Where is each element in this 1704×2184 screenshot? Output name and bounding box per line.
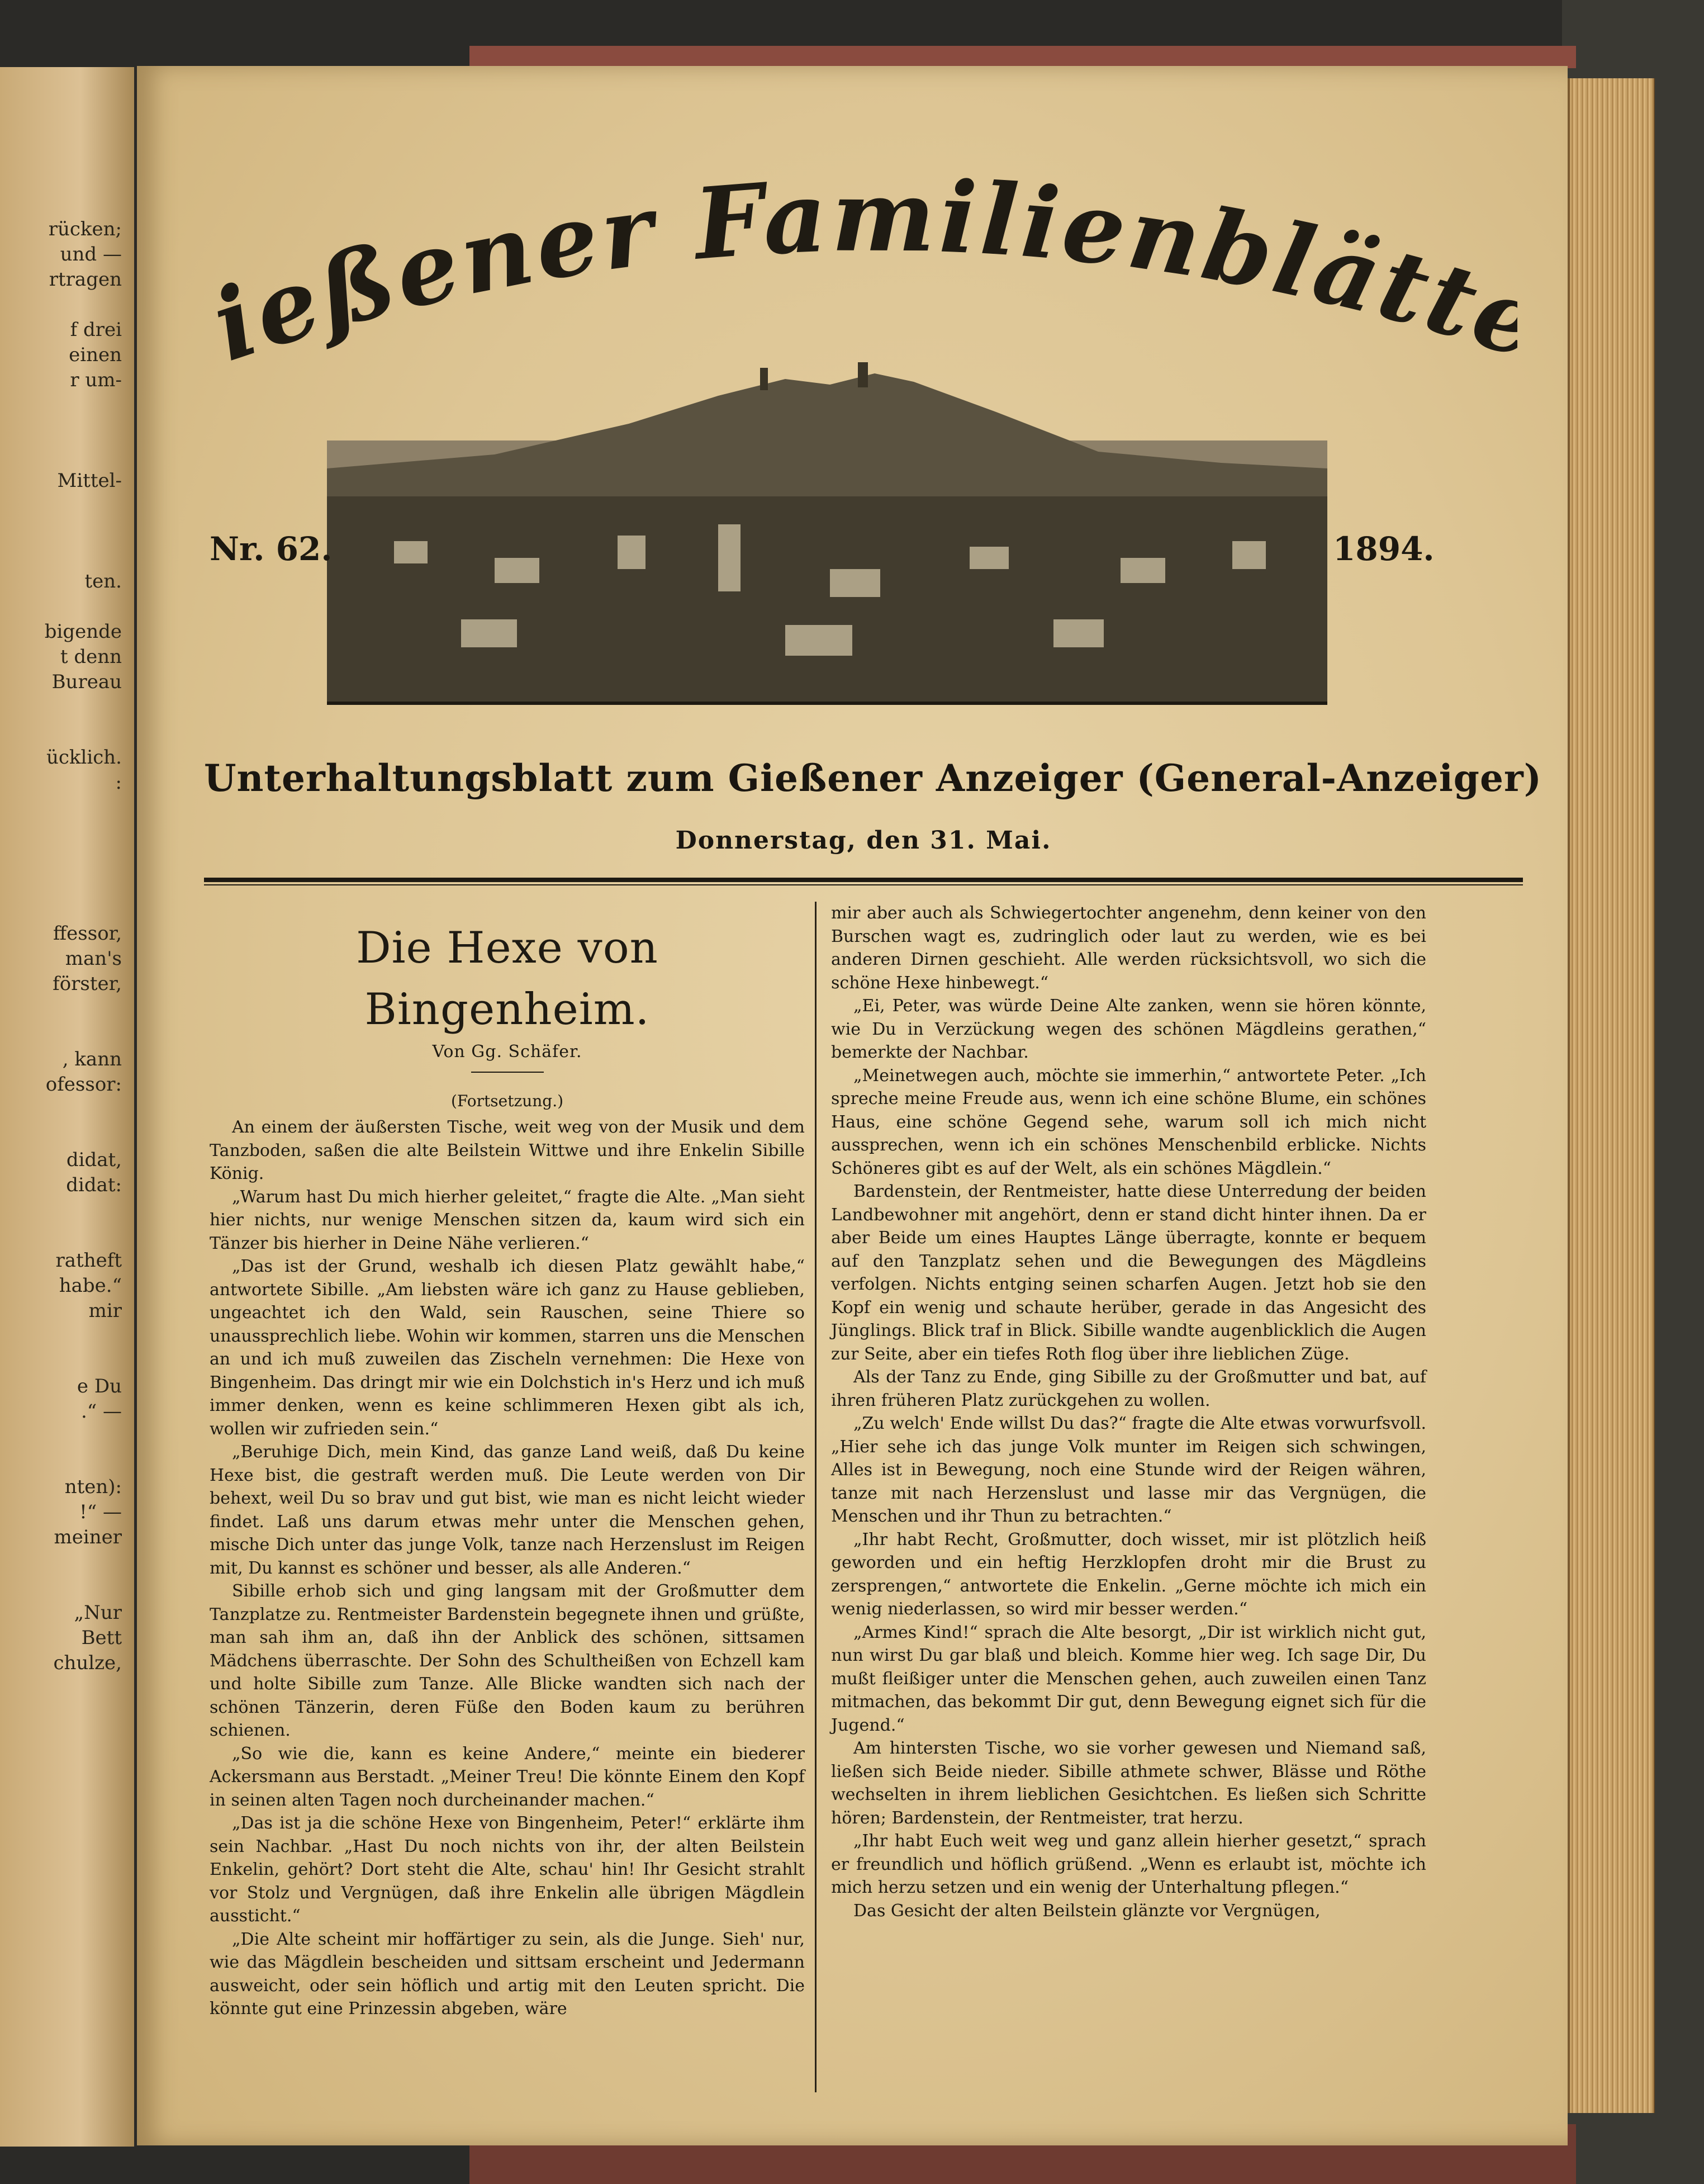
facing-page-line: didat: [66, 1174, 122, 1196]
facing-page-line: Mittel- [57, 470, 122, 492]
masthead-title [204, 178, 1517, 379]
masthead-title-text: ießener Familienblätt [204, 178, 1493, 379]
paragraph: „Beruhige Dich, mein Kind, das ganze Land weiß, daß Du keine Hexe bist, die gestraft werden muß. Die Leute werden von Dir behext, weil Du so brav und gut bist, wie man es nicht leicht wieder findet. Laß uns darum etwas mehr unter die Menschen gehen, mische Dich unter das junge Volk, tanze nach Herzenslust im Reigen mit, Du kannst es schöner und besser, als alle Anderen.“ [210, 1442, 805, 1578]
paragraph: „Ihr habt Recht, Großmutter, doch wisset, mir ist plötzlich heiß geworden und ein heftig Herzklopfen droht mir die Brust zu zersprengen,“ antwortete die Enkelin. „Gerne möchte ich mich ein wenig niederlassen, so wird mir besser werden.“ [831, 1529, 1426, 1619]
article-byline: Von Gg. Schäfer. [432, 1042, 582, 1062]
facing-page-line: , kann [62, 1048, 122, 1070]
binding-top [469, 46, 1576, 68]
facing-page-line: f drei [70, 319, 122, 341]
facing-page-line: ten. [84, 570, 122, 593]
facing-page-line: und — [60, 243, 122, 266]
facing-page-line: e Du [77, 1375, 122, 1397]
paragraph: „Zu welch' Ende willst Du das?“ fragte die Alte etwas vorwurfsvoll. „Hier sehe ich das junge Volk munter im Reigen sich schwingen, Alles ist in Bewegung, noch eine Stunde wird der Reigen währen, tanze mit nach Herzenslust und lasse mir das Vergnügen, die Menschen und ihr Thun zu betrachten.“ [831, 1414, 1426, 1526]
facing-page-line: habe.“ [59, 1275, 122, 1297]
facing-page-line: Bureau [51, 671, 122, 693]
facing-page-line: bigende [44, 620, 122, 643]
facing-page-line: man's [65, 947, 122, 970]
paragraph: „Meinetwegen auch, möchte sie immerhin,“ antwortete Peter. „Ich spreche meine Freude aus, wenn ich eine schöne Blume, ein schönes Haus, eine schöne Gegend sehe, warum soll ich mich nicht aussprechen, wenn ich ein schönes Menschenbild erblicke. Nichts Schöneres gibt es auf der Welt, als ein schönes Mägdlein.“ [831, 1065, 1426, 1178]
paragraph: „Warum hast Du mich hierher geleitet,“ fragte die Alte. „Man sieht hier nichts, nur wenige Menschen sitzen da, kaum wird sich ein Tänzer bis hierher in Deine Nähe verlieren.“ [210, 1187, 805, 1253]
facing-page-line: meiner [54, 1526, 122, 1548]
facing-page-line: chulze, [53, 1652, 122, 1674]
issue-number: Nr. 62. [210, 530, 333, 568]
facing-page-line: einen [69, 344, 122, 366]
header-rule [204, 878, 1523, 882]
facing-page-line: !“ — [79, 1501, 122, 1523]
paragraph: „Ei, Peter, was würde Deine Alte zanken, wenn sie hören könnte, wie Du in Verzückung wegen des schönen Mägdleins gerathen,“ bemerkte der Nachbar. [831, 996, 1426, 1062]
facing-page-line: ffessor, [53, 922, 122, 945]
facing-page-line: r um- [70, 369, 122, 391]
paragraph: „Das ist der Grund, weshalb ich diesen Platz gewählt habe,“ antwortete Sibille. „Am liebsten wäre ich ganz zu Hause geblieben, ungeachtet ich den Wald, sein Rauschen, seine Thiere so unaussprechlich liebe. Wohin wir kommen, starren uns die Menschen an und ich muß zuweilen das Zischeln vernehmen: Die Hexe von Bingenheim. Das dringt mir wie ein Dolchstich in's Herz und ich muß immer denken, wenn es keine schlimmeren Hexen gibt als ich, wollen wir zufrieden sein.“ [210, 1257, 805, 1439]
issue-year: 1894. [1333, 530, 1435, 568]
paragraph: „Armes Kind!“ sprach die Alte besorgt, „Dir ist wirklich nicht gut, nun wirst Du gar blaß und bleich. Komme hier weg. Ich sage Dir, Du mußt fleißiger unter die Menschen gehen, auch zuweilen einen Tanz mitmachen, das bekommt Dir gut, denn Bewegung eignet sich für die Jugend.“ [831, 1622, 1426, 1735]
paragraph: Als der Tanz zu Ende, ging Sibille zu der Großmutter und bat, auf ihren früheren Platz zurückgehen zu wollen. [831, 1367, 1426, 1410]
right-column [831, 902, 1426, 1922]
header-rule-thin [204, 884, 1523, 885]
paragraph: An einem der äußersten Tische, weit weg von der Musik und dem Tanzboden, saßen die alte Beilstein Wittwe und ihre Enkelin Sibille König. [210, 1117, 805, 1183]
column-divider [815, 902, 817, 2092]
facing-page-line: didat, [66, 1149, 122, 1171]
city-vignette [327, 357, 1327, 714]
paragraph: „Die Alte scheint mir hoffärtiger zu sein, als die Junge. Sieh' nur, wie das Mägdlein bescheiden und sittsam erscheint und Jedermann ausweicht, oder sein höflich und artig mit den Leuten spricht. Die könnte gut eine Prinzessin abgeben, wäre [210, 1929, 805, 2019]
issue-date: Donnerstag, den 31. Mai. [675, 826, 1052, 855]
facing-page-line: „Nur [74, 1602, 122, 1624]
facing-page-line: nten): [64, 1476, 122, 1498]
paragraph: „Das ist ja die schöne Hexe von Bingenheim, Peter!“ erklärte ihm sein Nachbar. „Hast Du noch nichts von ihr, der alten Beilstein Enkelin, gehört? Dort steht die Alte, schau' hin! Ihr Gesicht strahlt vor Stolz und Vergnügen, daß ihre Enkelin alle übrigen Mägdlein aussticht.“ [210, 1813, 805, 1926]
facing-page-line: mir [88, 1300, 122, 1322]
paragraph: Das Gesicht der alten Beilstein glänzte vor Vergnügen, [853, 1901, 1321, 1921]
facing-page-text [0, 67, 129, 2147]
facing-page-line: ofessor: [45, 1073, 122, 1096]
left-column [210, 902, 805, 2021]
facing-page-line: : [115, 771, 122, 794]
masthead-title-art [204, 178, 1517, 379]
paragraph: „Ihr habt Euch weit weg und ganz allein hierher gesetzt,“ sprach er freundlich und höflich grüßend. „Wenn es erlaubt ist, möchte ich mich herzu setzen und ein wenig der Unterhaltung pflegen.“ [831, 1831, 1426, 1897]
paragraph: Sibille erhob sich und ging langsam mit der Großmutter dem Tanzplatze zu. Rentmeister Bardenstein begegnete ihnen und grüßte, man sah ihm an, daß ihn der Anblick des schönen, sittsamen Mädchens überraschte. Der Sohn des Schultheißen von Echzell kam und holte Sibille zum Tanze. Alle Blicke wandten sich nach der schönen Tänzerin, deren Füße den Boden kaum zu berühren schienen. [210, 1581, 805, 1740]
facing-page-line: förster, [53, 973, 122, 995]
paragraph: Bardenstein, der Rentmeister, hatte diese Unterredung der beiden Landbewohner mit angehört, denn er stand dicht hinter ihnen. Da er aber Beide um eines Hauptes Länge überragte, konnte er bequem auf den Tanzplatz sehen und die Bewegungen des Mägdleins verfolgen. Nichts entging seinen scharfen Augen. Jetzt hob sie den Kopf ein wenig und schaute herüber, gerade in das Angesicht des Jünglings. Blick traf in Blick. Sibille wandte augenblicklich die Augen zur Seite, aber ein tiefes Roth flog über ihre lieblichen Züge. [831, 1182, 1426, 1364]
subtitle: Unterhaltungsblatt zum Gießener Anzeiger (General-Anzeiger) [204, 756, 1542, 800]
continued-note: (Fortsetzung.) [450, 1091, 564, 1110]
newspaper-page [137, 66, 1568, 2145]
facing-page [0, 67, 134, 2147]
facing-page-line: ratheft [55, 1249, 122, 1272]
facing-page-line: .“ — [81, 1400, 122, 1423]
paragraph: Am hintersten Tische, wo sie vorher gewesen und Niemand saß, ließen sich Beide nieder. Sibille athmete schwer, Blässe und Röthe wechselten in ihrem lieblichen Gesichtchen. Es ließen sich Schritte hören; Bardenstein, der Rentmeister, trat herzu. [831, 1738, 1426, 1828]
facing-page-line: t denn [60, 646, 122, 668]
article-title: Die Hexe von Bingenheim. [356, 923, 658, 1035]
paragraph: mir aber auch als Schwiegertochter angenehm, denn keiner von den Burschen wagt es, zudringlich oder laut zu werden, wie es bei anderen Dirnen geschieht. Alle werden rücksichtsvoll, wo sich die schöne Hexe hinbewegt.“ [831, 903, 1426, 993]
facing-page-line: ücklich. [46, 746, 122, 769]
facing-page-line: rtragen [49, 268, 122, 291]
facing-page-line: Bett [81, 1627, 122, 1649]
page-edges [1568, 78, 1655, 2113]
byline-rule [471, 1072, 544, 1073]
paragraph: „So wie die, kann es keine Andere,“ meinte ein biederer Ackersmann aus Berstadt. „Meiner Treu! Die könnte Einem den Kopf in seinen alten Tagen noch durcheinander machen.“ [210, 1744, 805, 1810]
facing-page-line: rücken; [48, 218, 122, 240]
